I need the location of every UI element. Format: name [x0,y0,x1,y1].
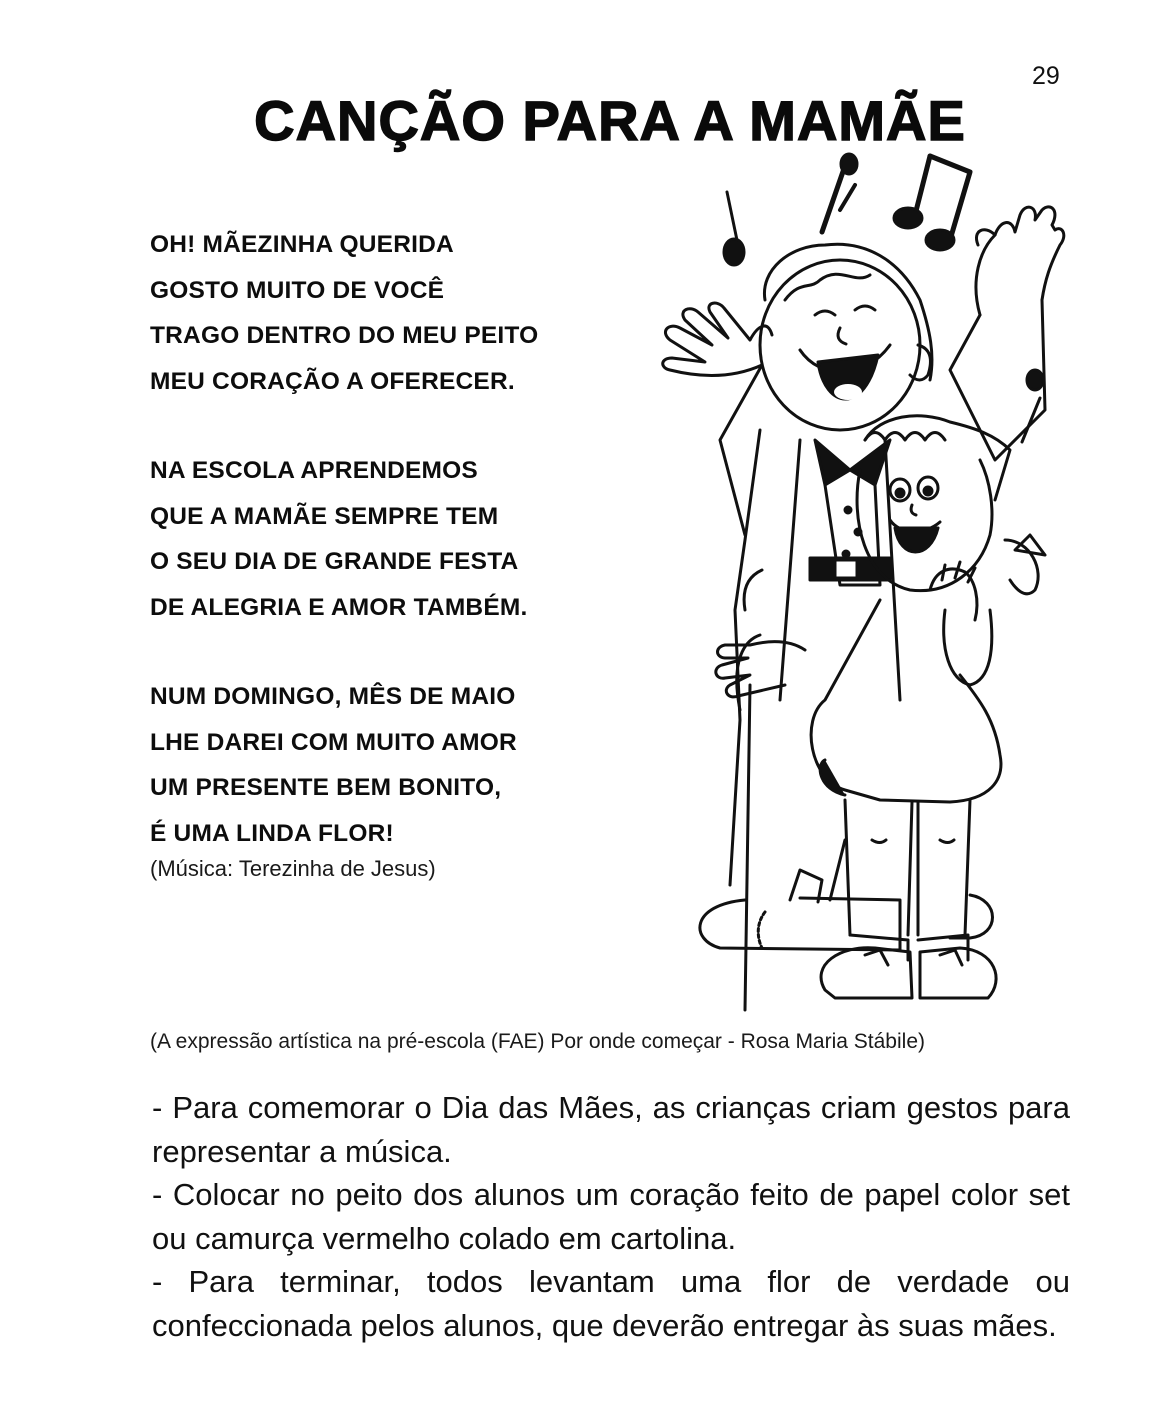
beamed-music-notes-icon [894,156,970,250]
instruction-paragraph: - Colocar no peito dos alunos um coração feito de papel color set ou camurça vermelho colado em cartolina. [152,1177,1070,1256]
lyric-line: NA ESCOLA APRENDEMOS [150,457,478,484]
lyric-line: MEU CORAÇÃO A OFERECER. [150,367,515,395]
music-note-icon [822,154,857,232]
stanza-1 [150,222,650,404]
girl-legs [821,800,996,998]
girl-hands [930,562,992,685]
lyric-line: É UMA LINDA FLOR! [150,819,394,847]
lyric-line: QUE A MAMÃE SEMPRE TEM [150,502,499,530]
man-body [730,430,900,885]
man-lower-hand [716,642,805,697]
stanza-3 [150,674,650,856]
lyric-line: LHE DAREI COM MUITO AMOR [150,728,517,756]
source-citation: (A expressão artística na pré-escola (FAE) Por onde começar - Rosa Maria Stábile) [150,1030,925,1053]
instruction-paragraph: - Para terminar, todos levantam uma flor de verdade ou confeccionada pelos alunos, que deverão entregar às suas mães. [152,1264,1070,1343]
lyric-line: UM PRESENTE BEM BONITO, [150,774,502,801]
stanza-2 [150,448,650,630]
page-title: CANÇÃO PARA A MAMÃE [254,89,966,152]
lyric-line: TRAGO DENTRO DO MEU PEITO [150,322,539,349]
activity-instructions [152,1086,1070,1347]
lyric-line: DE ALEGRIA E AMOR TAMBÉM. [150,593,528,621]
man-waving-hand [663,303,772,535]
man-raised-hand [950,207,1064,460]
lyric-line: OH! MÃEZINHA QUERIDA [150,231,454,258]
song-credit: (Música: Terezinha de Jesus) [150,856,436,881]
lyric-line: NUM DOMINGO, MÊS DE MAIO [150,683,516,710]
lyric-line: GOSTO MUITO DE VOCÊ [150,276,445,304]
girl-dress [811,600,1001,802]
instruction-paragraph: - Para comemorar o Dia das Mães, as crianças criam gestos para representar a música. [152,1090,1070,1169]
illustration [650,140,1080,1020]
song-lyrics [150,222,650,900]
lyric-line: O SEU DIA DE GRANDE FESTA [150,548,519,575]
music-note-icon [724,192,744,265]
page-number: 29 [1032,62,1060,90]
man-head [760,244,932,430]
